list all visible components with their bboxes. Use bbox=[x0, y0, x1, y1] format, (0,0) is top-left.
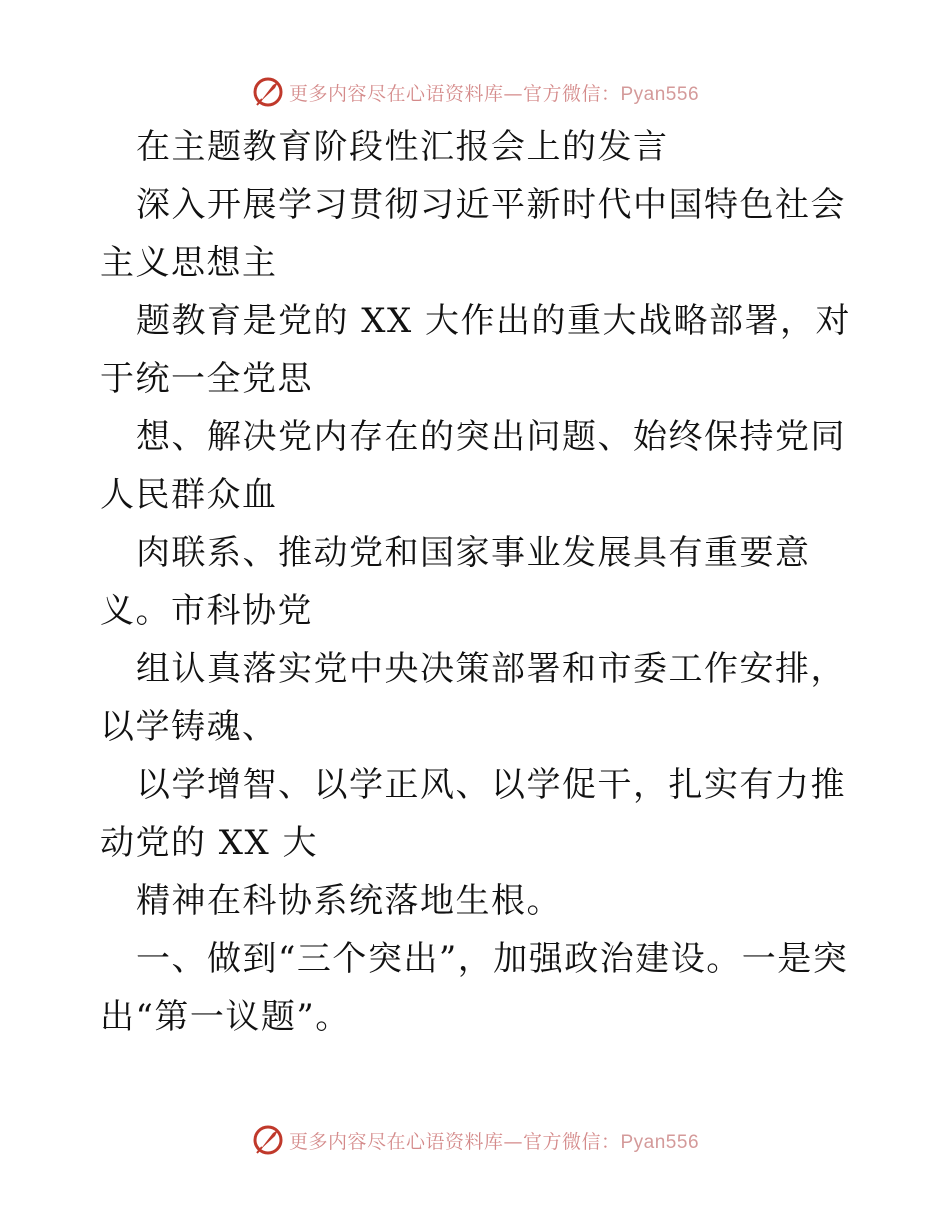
watermark-text: 更多内容尽在心语资料库—官方微信：Pyan556 bbox=[288, 1130, 700, 1153]
watermark-text: 更多内容尽在心语资料库—官方微信：Pyan556 bbox=[288, 82, 700, 105]
document-body bbox=[100, 118, 856, 1046]
paragraph: 以学增智、以学正风、以学促干，扎实有力推动党的 XX 大 bbox=[100, 765, 846, 863]
section-heading: 一、做到“三个突出”，加强政治建设。一是突出“第一议题”。 bbox=[100, 939, 849, 1037]
paragraph: 想、解决党内存在的突出问题、始终保持党同人民群众血 bbox=[100, 417, 846, 515]
paragraph: 肉联系、推动党和国家事业发展具有重要意义。市科协党 bbox=[100, 533, 811, 631]
footer-watermark-banner bbox=[0, 1120, 950, 1160]
paragraph: 组认真落实党中央决策部署和市委工作安排，以学铸魂、 bbox=[100, 649, 846, 747]
paragraph: 题教育是党的 XX 大作出的重大战略部署，对于统一全党思 bbox=[100, 301, 852, 399]
quill-logo-icon bbox=[251, 1123, 285, 1157]
header-watermark-banner bbox=[0, 72, 950, 112]
wechat-id: Pyan556 bbox=[620, 1131, 700, 1153]
paragraph: 精神在科协系统落地生根。 bbox=[136, 881, 562, 921]
quill-logo-icon bbox=[251, 75, 285, 109]
document-title: 在主题教育阶段性汇报会上的发言 bbox=[136, 127, 669, 167]
paragraph: 深入开展学习贯彻习近平新时代中国特色社会主义思想主 bbox=[100, 185, 846, 283]
wechat-id: Pyan556 bbox=[620, 83, 700, 105]
